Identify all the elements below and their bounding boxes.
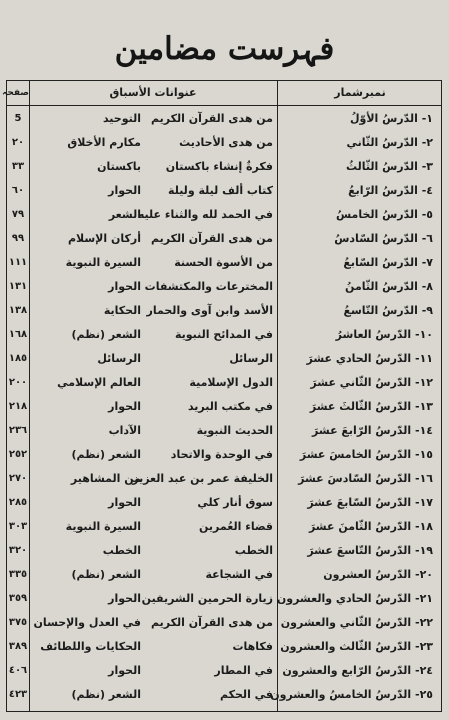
topic-secondary: الآداب [108,424,141,437]
topic-secondary: العالم الإسلامي [57,376,141,389]
topic-primary: في مكتب البريد [187,400,273,413]
page-number: ١٦٨ [8,329,28,340]
table-row [7,491,441,515]
lesson-label: ٣- الدّرسُ الثّالثُ [345,160,433,173]
topic-primary: في الحمد لله والثناء عليه [137,208,273,221]
table-row [7,563,441,587]
page-number: ١٨٥ [8,353,28,364]
lesson-label: ١٧- الدّرسُ السّابعَ عشرَ [307,496,433,509]
topic-primary: المخترعات والمكتشفات [144,280,273,293]
page-number: ٢٣٦ [8,425,28,436]
topic-primary: من هدى القرآن الكريم [151,616,273,629]
topic-primary: كتاب ألف ليلة وليلة [168,184,273,197]
lesson-label: ٢- الدّرسُ الثّاني [346,136,433,149]
lesson-label: ٧- الدّرسُ السّابعُ [343,256,433,269]
topic-primary: من هدى القرآن الكريم [151,112,273,125]
lesson-label: ١١- الدّرسُ الحادي عشرَ [306,352,433,365]
topic-secondary: الرسائل [97,352,141,365]
topic-secondary: مكارم الأخلاق [67,136,141,149]
page-number: ٣٢٠ [8,545,28,556]
page-number: ٣٣٥ [8,569,28,580]
topic-primary: في الحكم [219,688,273,701]
page-number: ٢٨٥ [8,497,28,508]
table-row [7,179,441,203]
table-header [2,81,441,106]
lesson-label: ٢١- الدّرسُ الحادي والعشرون [276,592,433,605]
topic-primary: زيارة الحرمين الشريفين [141,592,273,605]
topic-secondary: الحوار [108,184,141,197]
page-number: ١٣١ [8,281,28,292]
page-number: ٩٩ [11,233,25,244]
topic-primary: فكرةٌ إنشاء باكستان [165,160,273,173]
page-number: ٢٧٠ [8,473,28,484]
page-number: ٦٠ [11,185,25,196]
topic-secondary: في العدل والإحسان [33,616,141,629]
topic-secondary: من المشاهير [70,472,141,485]
header-topics: عنوانات الأسباق [109,86,197,99]
table-row [7,611,441,635]
lesson-label: ١٥- الدّرسُ الخامسَ عشرَ [299,448,433,461]
topic-secondary: أركان الإسلام [67,232,141,245]
topic-secondary: السيرة النبوية [65,520,141,533]
topic-secondary: الحوار [108,496,141,509]
topic-primary: الدول الإسلامية [189,376,273,389]
page-number: ٤٠٦ [8,665,28,676]
topic-primary: قضاء العُمرين [199,520,273,533]
table-row [7,539,441,563]
lesson-label: ٦- الدّرسُ السّادسُ [334,232,433,245]
topic-secondary: الحوار [108,400,141,413]
header-page: صفحہ [2,88,29,98]
topic-primary: من هدى الأحاديث [179,136,273,149]
topic-secondary: الحوار [108,592,141,605]
topic-secondary: الحكاية [103,304,141,317]
table-row [7,251,441,275]
table-row [7,515,441,539]
page-number: ٢١٨ [8,401,28,412]
lesson-label: ١- الدّرسُ الأوّلُ [349,112,433,125]
lesson-label: ١٨- الدّرسُ الثّامنَ عشرَ [308,520,433,533]
table-row [7,131,441,155]
topic-secondary: الشعر (نظم) [71,328,141,341]
table-row [7,275,441,299]
page-number: ٣٧٥ [8,617,28,628]
topic-primary: الحديث النبوية [196,424,273,437]
lesson-label: ١٤- الدّرسُ الرّابعَ عشرَ [312,424,433,437]
topic-secondary: الشعر (نظم) [71,448,141,461]
page-number: ٢٠ [11,137,25,148]
topic-primary: الخليفة عمر بن عبد العزيز [132,472,273,485]
lesson-label: ٥- الدّرسُ الخامسُ [335,208,433,221]
table-row [7,443,441,467]
topic-secondary: الحكايات واللطائف [40,640,141,653]
lesson-label: ١٢- الدّرسُ الثّاني عشرَ [310,376,433,389]
page-title: فہرست مضامین [114,31,335,67]
table-row [7,227,441,251]
topic-primary: في الشجاعة [205,568,273,581]
table-row [7,659,441,683]
lesson-label: ١٩- الدّرسُ التّاسعَ عشرَ [307,544,433,557]
topic-secondary: الشعر [108,208,141,221]
topic-primary: فكاهات [232,640,273,653]
topic-secondary: الشعر (نظم) [71,568,141,581]
table-row [7,155,441,179]
page-number: 5 [14,113,22,124]
lesson-label: ٨- الدّرسُ الثّامنُ [345,280,433,293]
table-row [7,635,441,659]
table-row [7,395,441,419]
table-row [7,323,441,347]
table-row [7,587,441,611]
page-number: ٣٥٩ [8,593,28,604]
topic-primary: الرسائل [229,352,273,365]
topic-secondary: الحوار [108,280,141,293]
topic-secondary: السيرة النبوية [65,256,141,269]
topic-secondary: الشعر (نظم) [71,688,141,701]
table-row [7,467,441,491]
contents-table [2,80,442,712]
lesson-label: ٤- الدّرسُ الرّابعُ [348,184,433,197]
lesson-label: ٢٥- الدّرسُ الخامسُ والعشرون [270,688,433,701]
topic-secondary: الحوار [108,664,141,677]
topic-primary: من هدى القرآن الكريم [151,232,273,245]
page-number: ٧٩ [11,209,25,220]
lesson-label: ٢٢- الدّرسُ الثّاني والعشرون [280,616,433,629]
topic-secondary: باكستان [97,160,141,173]
table-row [7,299,441,323]
topic-primary: الأسد وابن آوى والحمار [146,304,273,317]
table-row [7,107,441,131]
lesson-label: ٩- الدّرسُ التّاسعُ [343,304,433,317]
table-row [7,683,441,707]
table-row [7,419,441,443]
lesson-label: ٢٤- الدّرسُ الرّابع والعشرون [282,664,433,677]
lesson-label: ١٣- الدّرسُ الثّالثَ عشرَ [309,400,433,413]
topic-secondary: الخطب [102,544,141,557]
topic-primary: في المطار [214,664,273,677]
topic-primary: في المدائح النبوية [174,328,273,341]
page-number: ٣٣ [11,161,25,172]
lesson-label: ١٠- الدّرسُ العاشرُ [335,328,433,341]
table-row [7,203,441,227]
topic-primary: الخطب [234,544,273,557]
table-row [7,371,441,395]
table-row [7,347,441,371]
page-number: ٢٠٠ [8,377,28,388]
page-number: ١٣٨ [8,305,28,316]
page-number: ٣٠٣ [8,521,28,532]
page-number: ٢٥٢ [8,449,28,460]
topic-primary: من الأسوة الحسنة [174,256,273,269]
topic-secondary: التوحيد [102,112,141,125]
topic-primary: في الوحدة والاتحاد [170,448,273,461]
lesson-label: ٢٣- الدّرسُ الثّالث والعشرون [280,640,433,653]
page-number: ٣٨٩ [8,641,28,652]
page-number: ١١١ [8,257,28,268]
topic-primary: سوق أنار كلي [197,496,273,509]
page-number: ٤٢٣ [8,689,28,700]
header-number: نمبرشمار [334,86,386,99]
lesson-label: ٢٠- الدّرسُ العشرون [323,568,433,581]
lesson-label: ١٦- الدّرسُ السّادسَ عشرَ [298,472,433,485]
